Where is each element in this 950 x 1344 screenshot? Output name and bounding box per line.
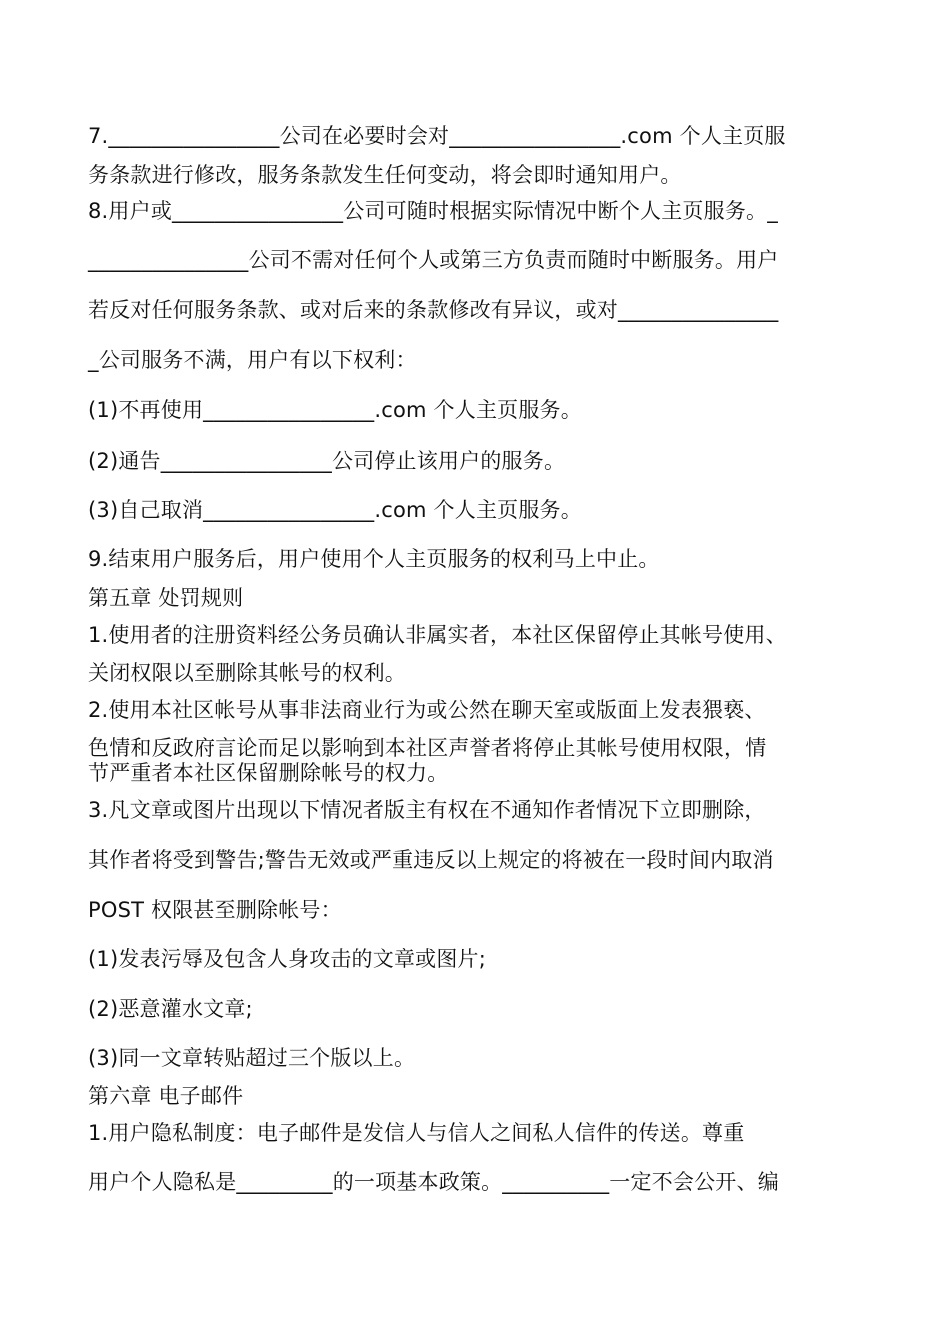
text-line: 若反对任何服务条款、或对后来的条款修改有异议，或对_______________ — [88, 298, 779, 322]
text-line: (3)同一文章转贴超过三个版以上。 — [88, 1046, 416, 1070]
chapter-heading: 第五章 处罚规则 — [88, 586, 244, 610]
text-line: (3)自己取消________________.com 个人主页服务。 — [88, 498, 582, 522]
text-line: 其作者将受到警告;警告无效或严重违反以上规定的将被在一段时间内取消 — [88, 848, 774, 872]
chapter-heading: 第六章 电子邮件 — [88, 1084, 244, 1108]
text-line: 1.使用者的注册资料经公务员确认非属实者，本社区保留停止其帐号使用、 — [88, 623, 787, 647]
text-line: _______________公司不需对任何个人或第三方负责而随时中断服务。用户 — [88, 248, 779, 272]
text-line: (1)不再使用________________.com 个人主页服务。 — [88, 398, 582, 422]
text-line: 色情和反政府言论而足以影响到本社区声誉者将停止其帐号使用权限，情 — [88, 736, 767, 760]
text-line: 2.使用本社区帐号从事非法商业行为或公然在聊天室或版面上发表猥亵、 — [88, 698, 766, 722]
text-line: 9.结束用户服务后，用户使用个人主页服务的权利马上中止。 — [88, 547, 660, 571]
text-line: 关闭权限以至删除其帐号的权利。 — [88, 661, 406, 685]
text-line: 用户个人隐私是_________的一项基本政策。__________一定不会公开、编 — [88, 1170, 779, 1194]
text-line: 务条款进行修改，服务条款发生任何变动，将会即时通知用户。 — [88, 163, 682, 187]
text-line: (2)通告________________公司停止该用户的服务。 — [88, 449, 566, 473]
text-line: 1.用户隐私制度：电子邮件是发信人与信人之间私人信件的传送。尊重 — [88, 1121, 745, 1145]
text-line: (1)发表污辱及包含人身攻击的文章或图片; — [88, 947, 487, 971]
text-line: 8.用户或________________公司可随时根据实际情况中断个人主页服务。_ — [88, 199, 778, 223]
text-line: POST 权限甚至删除帐号： — [88, 898, 342, 922]
text-line: 3.凡文章或图片出现以下情况者版主有权在不通知作者情况下立即删除， — [88, 798, 766, 822]
text-line: _公司服务不满，用户有以下权利： — [88, 348, 417, 372]
text-line: (2)恶意灌水文章; — [88, 997, 253, 1021]
text-line: 7.________________公司在必要时会对________________.com 个人主页服 — [88, 124, 786, 148]
text-line: 节严重者本社区保留删除帐号的权力。 — [88, 761, 449, 785]
